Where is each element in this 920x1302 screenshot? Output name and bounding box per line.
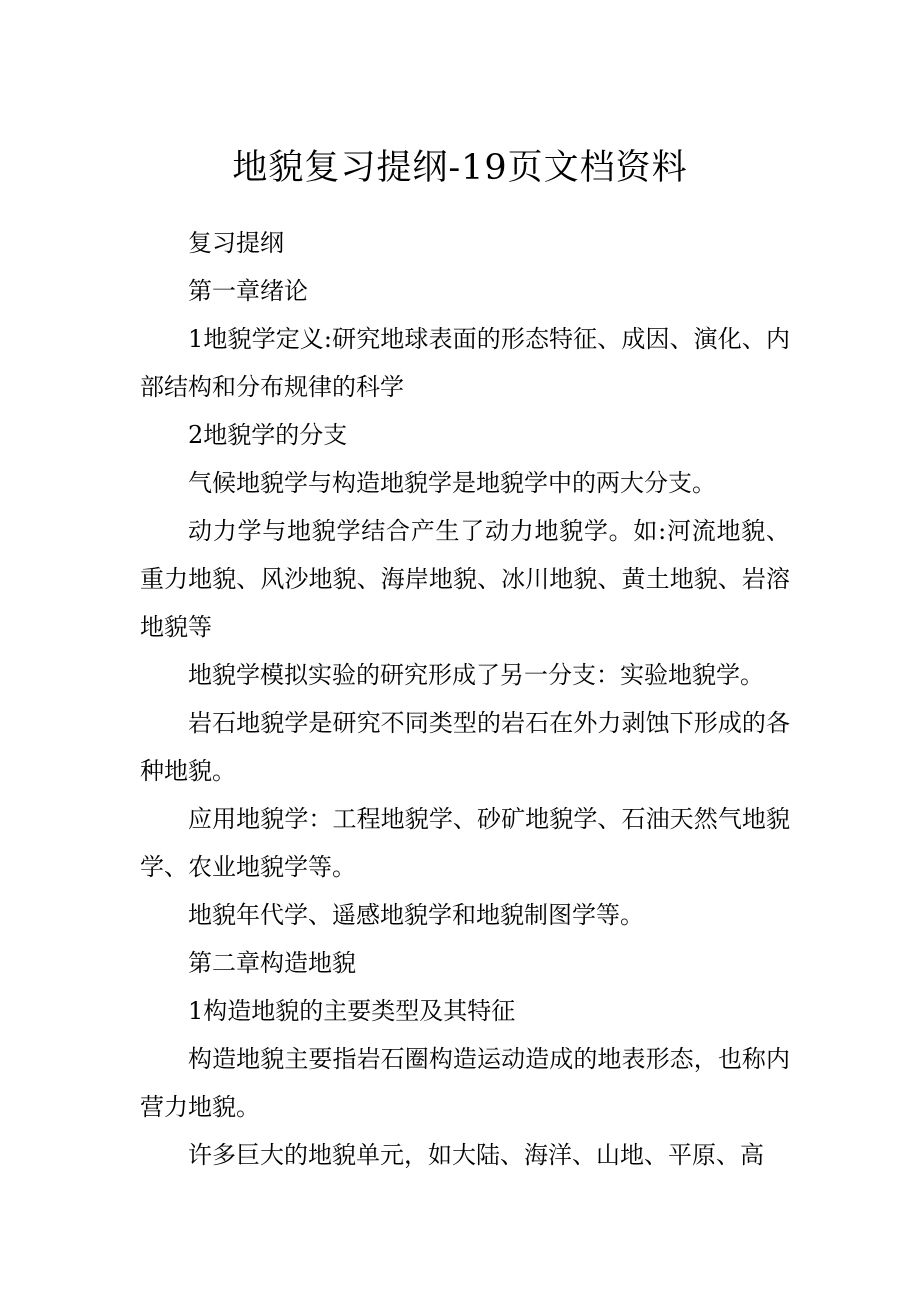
paragraph-large-units: 许多巨大的地貌单元，如大陆、海洋、山地、平原、高 <box>188 1141 764 1169</box>
paragraph-definition: 1地貌学定义:研究地球表面的形态特征、成因、演化、内部结构和分布规律的科学 <box>140 325 790 401</box>
paragraph-rock-geomorphology: 岩石地貌学是研究不同类型的岩石在外力剥蚀下形成的各种地貌。 <box>140 709 790 785</box>
heading-structural-types: 1构造地貌的主要类型及其特征 <box>188 997 516 1025</box>
paragraph-review-outline: 复习提纲 <box>188 229 284 257</box>
paragraph-chronology: 地貌年代学、遥感地貌学和地貌制图学等。 <box>188 901 644 929</box>
heading-branches: 2地貌学的分支 <box>188 421 348 449</box>
paragraph-structural-definition: 构造地貌主要指岩石圈构造运动造成的地表形态，也称内营力地貌。 <box>140 1045 790 1121</box>
heading-chapter-2: 第二章构造地貌 <box>188 949 356 977</box>
document-body <box>140 219 790 1179</box>
paragraph-experimental-geomorphology: 地貌学模拟实验的研究形成了另一分支：实验地貌学。 <box>188 661 764 689</box>
document-title: 地貌复习提纲-19页文档资料 <box>232 148 688 188</box>
paragraph-dynamic-geomorphology: 动力学与地貌学结合产生了动力地貌学。如:河流地貌、重力地貌、风沙地貌、海岸地貌、冰川地貌、黄土地貌、岩溶地貌等 <box>140 517 790 641</box>
paragraph-applied-geomorphology: 应用地貌学：工程地貌学、砂矿地貌学、石油天然气地貌学、农业地貌学等。 <box>140 805 790 881</box>
paragraph-two-major-branches: 气候地貌学与构造地貌学是地貌学中的两大分支。 <box>188 469 716 497</box>
heading-chapter-1: 第一章绪论 <box>188 277 308 305</box>
